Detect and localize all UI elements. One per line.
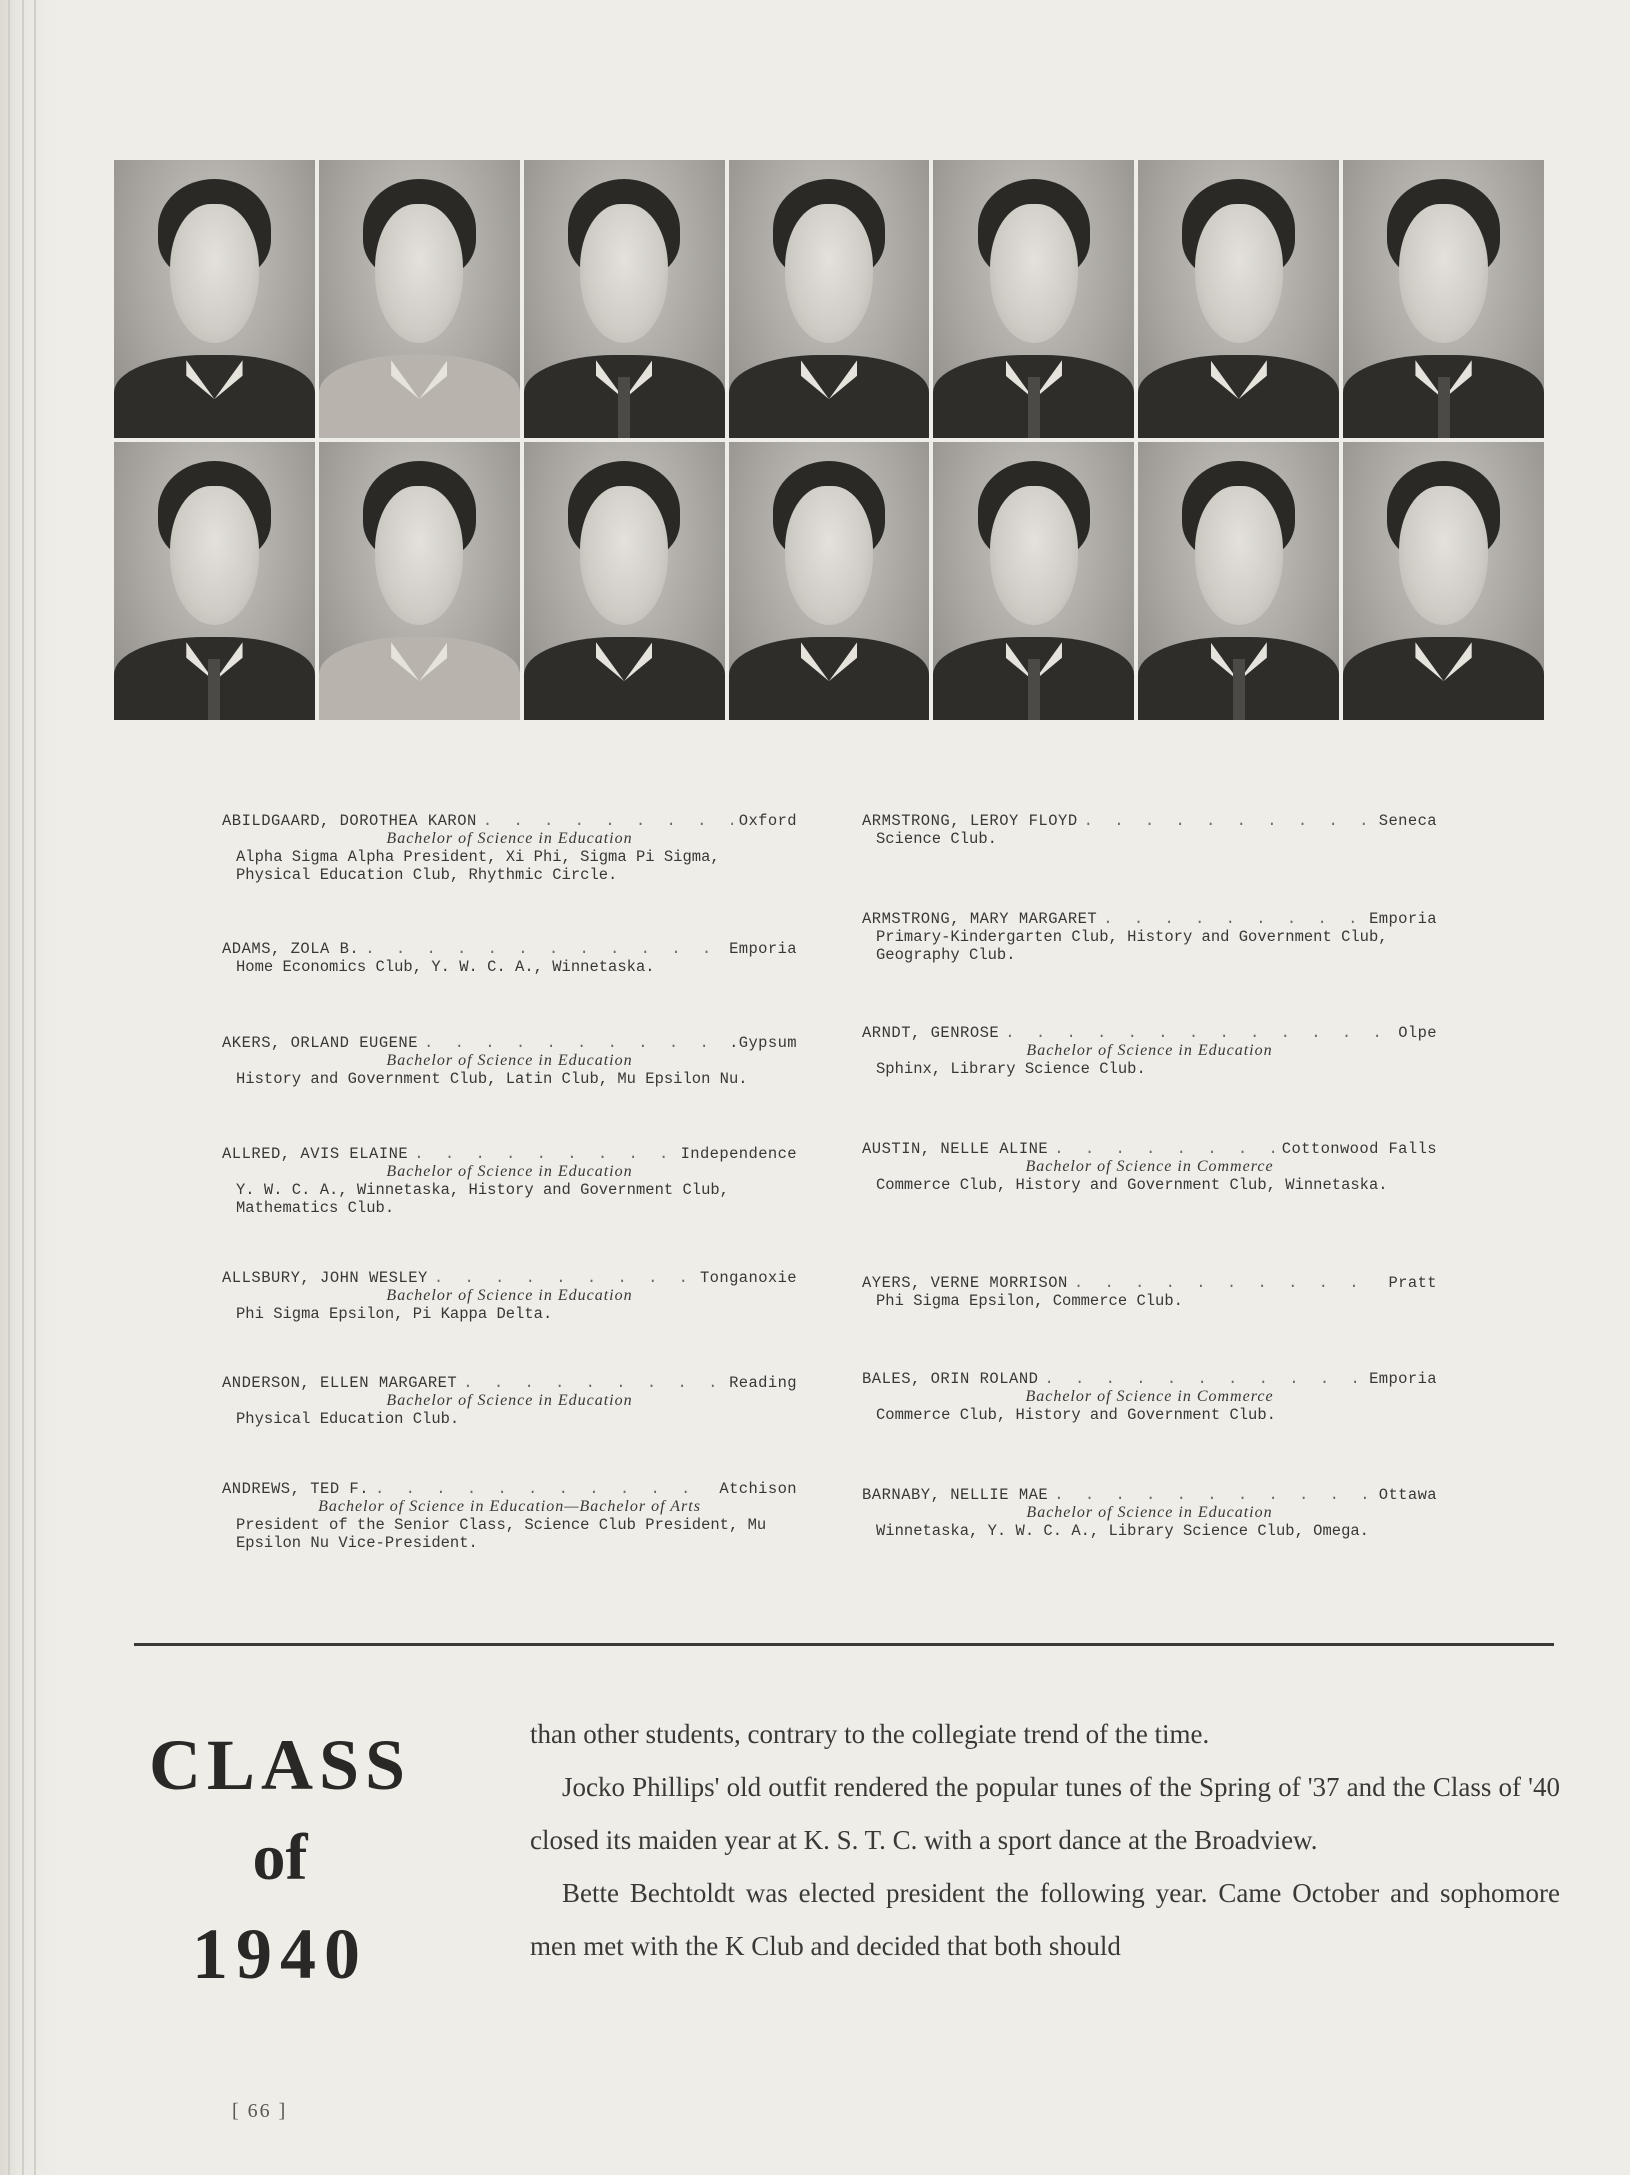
student-name: ALLRED, AVIS ELAINE: [222, 1145, 409, 1163]
student-entry: [862, 812, 1437, 848]
student-entry: [222, 1480, 797, 1552]
student-name: ARMSTRONG, LEROY FLOYD: [862, 812, 1078, 830]
class-title-line1: CLASS: [148, 1725, 412, 1805]
student-portrait: [319, 160, 520, 438]
hometown: Independence: [680, 1145, 797, 1163]
degree: Bachelor of Science in Education: [386, 1392, 633, 1409]
hometown: Olpe: [1398, 1024, 1437, 1042]
activities: Commerce Club, History and Government Club.: [876, 1406, 1276, 1424]
class-title-line2: of: [252, 1821, 308, 1894]
student-name: AYERS, VERNE MORRISON: [862, 1274, 1068, 1292]
degree: Bachelor of Science in Commerce: [1025, 1388, 1274, 1405]
student-name: ABILDGAARD, DOROTHEA KARON: [222, 812, 477, 830]
student-entry: [222, 1034, 797, 1088]
student-entry: [862, 1140, 1437, 1194]
student-entries: [222, 812, 1452, 1572]
student-entry: [222, 1145, 797, 1217]
activities: President of the Senior Class, Science Club President, Mu Epsilon Nu Vice-President.: [236, 1516, 767, 1552]
student-entry: [862, 1274, 1437, 1310]
hometown: Reading: [729, 1374, 797, 1392]
leader-dots: [1054, 1140, 1276, 1158]
activities: Phi Sigma Epsilon, Pi Kappa Delta.: [236, 1305, 553, 1323]
binding-line: [22, 0, 24, 2175]
hometown: Cottonwood Falls: [1281, 1140, 1437, 1158]
degree: Bachelor of Science in Education: [1026, 1042, 1273, 1059]
student-entry: [862, 1486, 1437, 1540]
entry-header: [222, 812, 797, 830]
entry-header: [862, 1370, 1437, 1388]
hometown: Atchison: [719, 1480, 797, 1498]
portrait-grid: [114, 160, 1544, 720]
student-name: BALES, ORIN ROLAND: [862, 1370, 1039, 1388]
degree: Bachelor of Science in Commerce: [1025, 1158, 1274, 1175]
leader-dots: [414, 1145, 674, 1163]
hometown: Pratt: [1388, 1274, 1437, 1292]
activities: History and Government Club, Latin Club, Mu Epsilon Nu.: [236, 1070, 748, 1088]
entry-header: [222, 1480, 797, 1498]
student-portrait: [114, 160, 315, 438]
entry-header: [862, 1024, 1437, 1042]
student-entry: [862, 1370, 1437, 1424]
activities: Y. W. C. A., Winnetaska, History and Government Club, Mathematics Club.: [236, 1181, 729, 1217]
entry-header: [862, 910, 1437, 928]
student-portrait: [1343, 160, 1544, 438]
student-name: AUSTIN, NELLE ALINE: [862, 1140, 1049, 1158]
student-name: ANDERSON, ELLEN MARGARET: [222, 1374, 458, 1392]
student-name: ADAMS, ZOLA B.: [222, 940, 360, 958]
degree: Bachelor of Science in Education: [386, 1163, 633, 1180]
activities: Commerce Club, History and Government Club, Winnetaska.: [876, 1176, 1388, 1194]
class-title: [130, 1720, 430, 2002]
leader-dots: [1074, 1274, 1383, 1292]
leader-dots: [365, 940, 723, 958]
article-paragraph-1: than other students, contrary to the collegiate trend of the time.: [530, 1719, 1210, 1749]
binding-line: [8, 0, 10, 2175]
leader-dots: [375, 1480, 713, 1498]
section-divider: [134, 1643, 1554, 1646]
student-name: ALLSBURY, JOHN WESLEY: [222, 1269, 428, 1287]
student-entry: [222, 940, 797, 976]
student-entry: [862, 910, 1437, 964]
degree: Bachelor of Science in Education—Bachelor of Arts: [318, 1498, 701, 1515]
entry-header: [862, 1486, 1437, 1504]
entry-header: [222, 1374, 797, 1392]
article-paragraph-2: Jocko Phillips' old outfit rendered the popular tunes of the Spring of '37 and the Class of '40 closed its maiden year at K. S. T. C. with a sport dance at the Broadview.: [530, 1772, 1560, 1855]
activities: Alpha Sigma Alpha President, Xi Phi, Sigma Pi Sigma, Physical Education Club, Rhythmic Circle.: [236, 848, 720, 884]
leader-dots: [424, 1034, 723, 1052]
student-name: BARNABY, NELLIE MAE: [862, 1486, 1049, 1504]
student-portrait: [524, 442, 725, 720]
entry-header: [862, 812, 1437, 830]
degree: Bachelor of Science in Education: [1026, 1504, 1273, 1521]
student-portrait: [729, 160, 930, 438]
student-portrait: [319, 442, 520, 720]
leader-dots: [1044, 1370, 1363, 1388]
hometown: Tonganoxie: [699, 1269, 797, 1287]
leader-dots: [463, 1374, 723, 1392]
entry-header: [222, 1269, 797, 1287]
student-portrait: [933, 160, 1134, 438]
student-name: ARNDT, GENROSE: [862, 1024, 1000, 1042]
student-name: ARMSTRONG, MARY MARGARET: [862, 910, 1098, 928]
hometown: Emporia: [1369, 910, 1437, 928]
student-name: ANDREWS, TED F.: [222, 1480, 370, 1498]
class-history-text: [530, 1708, 1560, 1973]
activities: Science Club.: [876, 830, 997, 848]
student-portrait: [933, 442, 1134, 720]
leader-dots: [1054, 1486, 1373, 1504]
leader-dots: [1084, 812, 1373, 830]
student-portrait: [524, 160, 725, 438]
hometown: Seneca: [1378, 812, 1437, 830]
student-entry: [222, 1374, 797, 1428]
binding-line: [34, 0, 36, 2175]
student-entry: [222, 812, 797, 884]
article-paragraph-3: Bette Bechtoldt was elected president the following year. Came October and sophomore men met with the K Club and decided that both should: [530, 1878, 1560, 1961]
activities: Phi Sigma Epsilon, Commerce Club.: [876, 1292, 1183, 1310]
degree: Bachelor of Science in Education: [386, 830, 633, 847]
leader-dots: [483, 812, 733, 830]
class-title-line3: 1940: [192, 1914, 368, 1994]
hometown: Emporia: [729, 940, 797, 958]
activities: Primary-Kindergarten Club, History and Government Club, Geography Club.: [876, 928, 1388, 964]
student-entry: [222, 1269, 797, 1323]
student-portrait: [1138, 160, 1339, 438]
student-portrait: [729, 442, 930, 720]
hometown: Emporia: [1369, 1370, 1437, 1388]
leader-dots: [434, 1269, 694, 1287]
student-portrait: [1343, 442, 1544, 720]
entry-header: [222, 1145, 797, 1163]
activities: Winnetaska, Y. W. C. A., Library Science Club, Omega.: [876, 1522, 1369, 1540]
student-portrait: [114, 442, 315, 720]
hometown: Oxford: [738, 812, 797, 830]
activities: Home Economics Club, Y. W. C. A., Winnetaska.: [236, 958, 655, 976]
entry-header: [222, 1034, 797, 1052]
leader-dots: [1103, 910, 1363, 928]
degree: Bachelor of Science in Education: [386, 1287, 633, 1304]
entry-header: [862, 1140, 1437, 1158]
degree: Bachelor of Science in Education: [386, 1052, 633, 1069]
activities: Physical Education Club.: [236, 1410, 460, 1428]
leader-dots: [1005, 1024, 1392, 1042]
entry-header: [862, 1274, 1437, 1292]
student-name: AKERS, ORLAND EUGENE: [222, 1034, 419, 1052]
hometown: Ottawa: [1378, 1486, 1437, 1504]
hometown: .Gypsum: [729, 1034, 797, 1052]
activities: Sphinx, Library Science Club.: [876, 1060, 1146, 1078]
entry-header: [222, 940, 797, 958]
student-portrait: [1138, 442, 1339, 720]
student-entry: [862, 1024, 1437, 1078]
page-number: [ 66 ]: [232, 2100, 288, 2122]
